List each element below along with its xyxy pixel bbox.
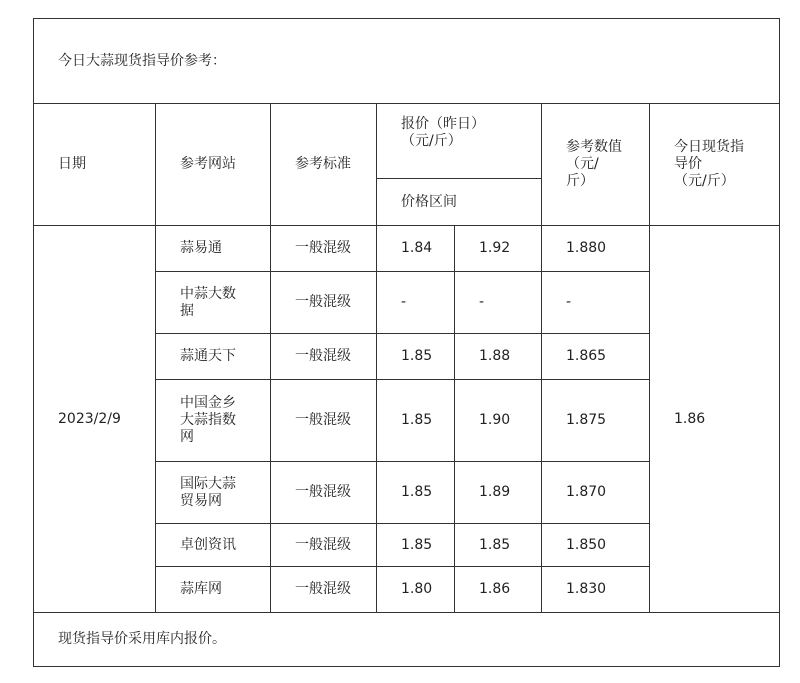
site-cell bbox=[156, 272, 271, 334]
price-low-cell: 1.85 bbox=[377, 524, 455, 567]
header-guide-line3: （元/斤） bbox=[674, 173, 735, 189]
price-low-cell: 1.84 bbox=[377, 226, 455, 272]
ref-value-cell: 1.870 bbox=[542, 462, 650, 524]
header-guide bbox=[650, 104, 780, 226]
header-site: 参考网站 bbox=[156, 104, 271, 226]
guide-price-cell: 1.86 bbox=[650, 226, 780, 613]
site-cell bbox=[156, 380, 271, 462]
price-low-cell: 1.85 bbox=[377, 334, 455, 380]
header-date: 日期 bbox=[34, 104, 156, 226]
site-cell bbox=[156, 334, 271, 380]
price-low-cell: 1.85 bbox=[377, 380, 455, 462]
site-cell bbox=[156, 524, 271, 567]
site-name-line: 大蒜指数 bbox=[180, 412, 236, 428]
site-name-line: 中国金乡 bbox=[180, 395, 236, 411]
header-quote-line2: （元/斤） bbox=[401, 133, 462, 149]
price-low-cell: - bbox=[377, 272, 455, 334]
site-name-line: 卓创资讯 bbox=[180, 536, 236, 553]
site-name-line: 蒜易通 bbox=[180, 240, 222, 256]
header-guide-line1: 今日现货指 bbox=[674, 139, 744, 155]
standard-cell: 一般混级 bbox=[271, 380, 377, 462]
header-quote-line1: 报价（昨日） bbox=[401, 116, 485, 132]
header-ref bbox=[542, 104, 650, 226]
site-name-line: 国际大蒜 bbox=[180, 475, 236, 492]
price-high-cell: 1.90 bbox=[455, 380, 542, 462]
price-high-cell: 1.85 bbox=[455, 524, 542, 567]
table-title: 今日大蒜现货指导价参考： bbox=[34, 19, 780, 104]
header-ref-line2: （元/ bbox=[566, 156, 599, 172]
price-high-cell: 1.92 bbox=[455, 226, 542, 272]
ref-value-cell: 1.865 bbox=[542, 334, 650, 380]
ref-value-cell: 1.880 bbox=[542, 226, 650, 272]
site-name-line: 据 bbox=[180, 302, 194, 319]
price-low-cell: 1.80 bbox=[377, 567, 455, 613]
site-name-line: 网 bbox=[180, 429, 194, 445]
site-cell bbox=[156, 462, 271, 524]
header-range: 价格区间 bbox=[377, 179, 542, 226]
site-cell bbox=[156, 226, 271, 272]
price-high-cell: - bbox=[455, 272, 542, 334]
table-footer: 现货指导价采用库内报价。 bbox=[34, 613, 780, 667]
price-high-cell: 1.88 bbox=[455, 334, 542, 380]
standard-cell: 一般混级 bbox=[271, 226, 377, 272]
header-ref-line1: 参考数值 bbox=[566, 139, 622, 155]
header-quote bbox=[377, 104, 542, 179]
standard-cell: 一般混级 bbox=[271, 272, 377, 334]
header-guide-line2: 导价 bbox=[674, 156, 702, 172]
site-name-line: 蒜库网 bbox=[180, 581, 222, 597]
ref-value-cell: 1.830 bbox=[542, 567, 650, 613]
site-name-line: 中蒜大数 bbox=[180, 285, 236, 302]
price-high-cell: 1.86 bbox=[455, 567, 542, 613]
header-standard: 参考标准 bbox=[271, 104, 377, 226]
site-cell bbox=[156, 567, 271, 613]
ref-value-cell: - bbox=[542, 272, 650, 334]
standard-cell: 一般混级 bbox=[271, 524, 377, 567]
standard-cell: 一般混级 bbox=[271, 462, 377, 524]
table-row bbox=[34, 226, 780, 272]
ref-value-cell: 1.850 bbox=[542, 524, 650, 567]
standard-cell: 一般混级 bbox=[271, 567, 377, 613]
price-high-cell: 1.89 bbox=[455, 462, 542, 524]
ref-value-cell: 1.875 bbox=[542, 380, 650, 462]
site-name-line: 贸易网 bbox=[180, 492, 222, 509]
standard-cell: 一般混级 bbox=[271, 334, 377, 380]
date-cell: 2023/2/9 bbox=[34, 226, 156, 613]
price-low-cell: 1.85 bbox=[377, 462, 455, 524]
site-name-line: 蒜通天下 bbox=[180, 348, 236, 364]
header-ref-line3: 斤） bbox=[566, 173, 594, 189]
garlic-price-table bbox=[33, 18, 780, 667]
